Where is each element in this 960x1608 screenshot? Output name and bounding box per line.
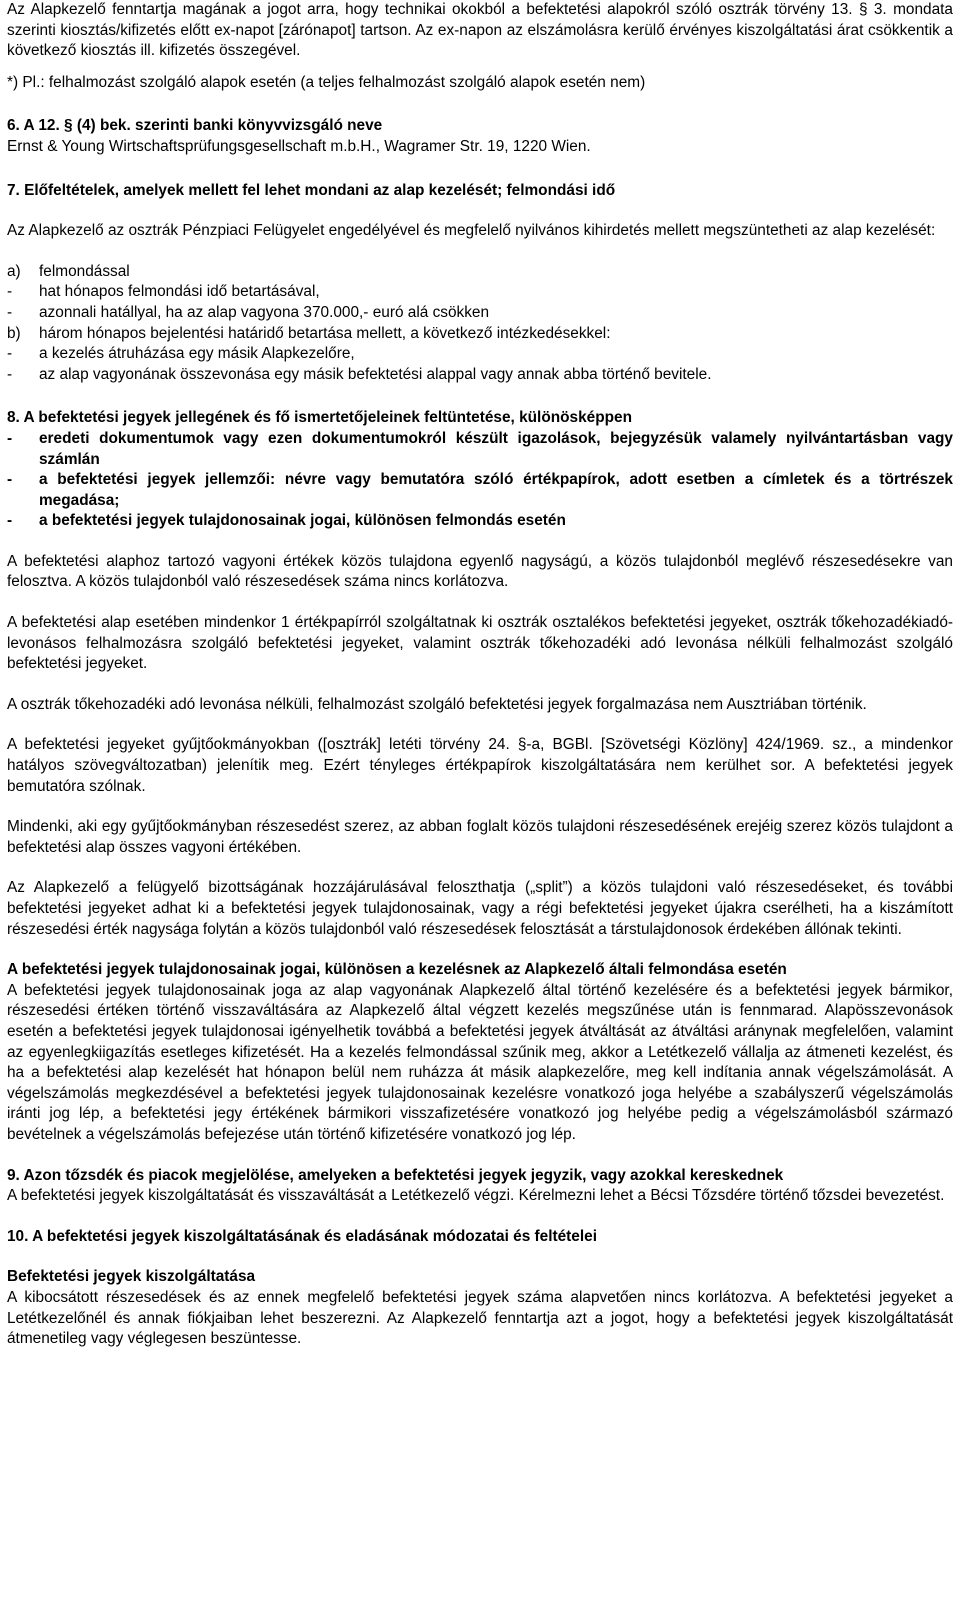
dash-marker: - [7,365,13,383]
list-text: azonnali hatállyal, ha az alap vagyona 370.000,- euró alá csökken [39,303,490,321]
dash-marker: - [7,303,13,321]
section-8-paragraph: A befektetési jegyeket gyűjtőokmányokban ([osztrák] letéti törvény 24. §-a, BGBl. [Szövetségi Közlöny] 424/1969. sz., a mindenkor hatályos szövegváltozatban) jelenítik meg. Ezért tényleges értékpapírok kiszolgáltatására nem kerülhet sor. A befektetési jegyek bemutatóra szólnak. [7,736,953,795]
footnote: *) Pl.: felhalmozást szolgáló alapok esetén (a teljes felhalmozást szolgáló alapok esetén nem) [7,73,646,91]
list-item [7,324,953,345]
section-8-paragraph: Mindenki, aki egy gyűjtőokmányban részesedést szerez, az abban foglalt közös tulajdoni részesedésének erejéig szerez közös tulajdont a befektetési alap összes vagyoni értékében. [7,818,953,856]
section-10-heading: 10. A befektetési jegyek kiszolgáltatásának és eladásának módozatai és feltételei [7,1227,597,1245]
list-item [7,303,953,324]
list-text: hat hónapos felmondási idő betartásával, [39,283,320,301]
rights-body: A befektetési jegyek tulajdonosainak joga az alap vagyonának Alapkezelő által történő kezelésére és a befektetési jegyek bármikor, részesedési értéken történő visszaváltására az Alapkezelő által végzett kezelés megszűnése után is fennmarad. Alapösszevonások esetén a befektetési jegyek tulajdonosai igényelhetik továbbá a befektetési jegyek átváltását az átváltási aránynak megfelelően, valamint az egyenlegkiigazítás esetleges kifizetését. Ha a kezelés felmondással szűnik meg, akkor a Letétkezelő vállalja az átmeneti kezelést, és ha a befektetési alap kezelését hat hónapon belül nem ruházza át másik alapkezelőre, meg kell indítania annak végelszámolását. A végelszámolás megkezdésével a befektetési jegyek tulajdonosainak kezelésre vonatkozó joga helyébe a szabályszerű végelszámolás iránti jog lép, a befektetési jegy értékének bármikori visszafizetésére vonatkozó jog helyébe pedig a végelszámolásból származó bevételnek a végelszámolás befejezése után történő kifizetésére vonatkozó jog lép. [7,981,953,1143]
dash-marker: - [7,512,13,530]
section-8-heading: 8. A befektetési jegyek jellegének és fő ismertetőjeleinek feltüntetése, különösképpen [7,409,632,427]
section-10-body: A kibocsátott részesedések és az ennek megfelelő befektetési jegyek száma alapvetően nincs korlátozva. A befektetési jegyeket a Letétkezelőnél és annak fiókjaiban lehet beszerezni. Az Alapkezelő fenntartja azt a jogot, hogy a befektetési jegyek kiszolgáltatását átmenetileg vagy véglegesen beszüntesse. [7,1288,953,1348]
section-8-paragraph: A osztrák tőkehozadéki adó levonása nélküli, felhalmozást szolgáló befektetési jegyek forgalmazása nem Ausztriában történik. [7,695,867,713]
list-item [7,511,953,532]
list-item [7,429,953,470]
list-text: felmondással [39,262,130,280]
section-7-intro: Az Alapkezelő az osztrák Pénzpiaci Felügyelet engedélyével és megfelelő nyilvános kihirdetés mellett megszüntetheti az alap kezelését: [7,222,936,240]
list-text: az alap vagyonának összevonása egy másik befektetési alappal vagy annak abba történő bevitele. [39,365,712,383]
section-8-paragraph: A befektetési alaphoz tartozó vagyoni értékek közös tulajdona egyenlő nagyságú, a közös tulajdonból meglévő részesedésekre van felosztva. A közös tulajdonból való részesedések száma nincs korlátozva. [7,552,953,591]
document-page [7,0,953,1350]
list-marker: b) [7,324,21,342]
list-item [7,365,953,386]
section-6-body: Ernst & Young Wirtschaftsprüfungsgesellschaft m.b.H., Wagramer Str. 19, 1220 Wien. [7,137,591,155]
list-text: a befektetési jegyek jellemzői: névre vagy bemutatóra szóló értékpapírok, adott esetben a címletek és a törtrészek megadása; [39,471,953,509]
section-10-subheading: Befektetési jegyek kiszolgáltatása [7,1268,256,1286]
dash-marker: - [7,429,13,447]
section-7-heading: 7. Előfeltételek, amelyek mellett fel lehet mondani az alap kezelését; felmondási idő [7,181,616,199]
dash-marker: - [7,345,13,363]
section-6-heading: 6. A 12. § (4) bek. szerinti banki könyvvizsgáló neve [7,117,383,135]
list-item [7,344,953,365]
section-9-heading: 9. Azon tőzsdék és piacok megjelölése, amelyeken a befektetési jegyek jegyzik, vagy azokkal kereskednek [7,1166,784,1184]
list-text: három hónapos bejelentési határidő betartása mellett, a következő intézkedésekkel: [39,324,611,342]
section-9-body: A befektetési jegyek kiszolgáltatását és visszaváltását a Letétkezelő végzi. Kérelmezni lehet a Bécsi Tőzsdére történő tőzsdei bevezetést. [7,1187,945,1205]
section-8-paragraph: Az Alapkezelő a felügyelő bizottságának hozzájárulásával feloszthatja („split”) a közös tulajdoni való részesedéseket, és további befektetési jegyeket adhat ki a befektetési jegyek tulajdonosainak, vagy a régi befektetési jegyeket újakra cserélheti, ha a kiszámított részesedési érték nagysága folytán a közös tulajdonból való részesedések felosztását a társtulajdonosok érdekében állónak tekinti. [7,879,953,938]
list-marker: a) [7,262,21,280]
list-text: a kezelés átruházása egy másik Alapkezelőre, [39,345,355,363]
list-item [7,262,953,283]
rights-heading: A befektetési jegyek tulajdonosainak jogai, különösen a kezelésnek az Alapkezelő általi felmondása esetén [7,961,787,979]
list-item [7,470,953,511]
list-text: eredeti dokumentumok vagy ezen dokumentumokról készült igazolások, bejegyzésük valamely nyilvántartásban vagy számlán [39,429,953,468]
list-item [7,282,953,303]
section-8-paragraph: A befektetési alap esetében mindenkor 1 értékpapírról szolgáltatnak ki osztrák osztalékos befektetési jegyeket, osztrák tőkehozadékiadó-levonásos felhalmozásra szolgáló befektetési jegyeket, valamint osztrák tőkehozadéki adó levonása nélküli felhalmozást szolgáló befektetési jegyeket. [7,614,953,673]
list-text: a befektetési jegyek tulajdonosainak jogai, különösen felmondás esetén [39,512,566,530]
dash-marker: - [7,283,13,301]
dash-marker: - [7,471,13,489]
intro-paragraph: Az Alapkezelő fenntartja magának a jogot arra, hogy technikai okokból a befektetési alapokról szóló osztrák törvény 13. § 3. mondata szerinti kiosztás/kifizetés előtt ex-napot [zárónapot] tartson. Az ex-napon az elszámolásra kerülő érvényes kiszolgáltatási árat csökkentik a következő kiosztás ill. kifizetés összegével. [7,1,953,60]
